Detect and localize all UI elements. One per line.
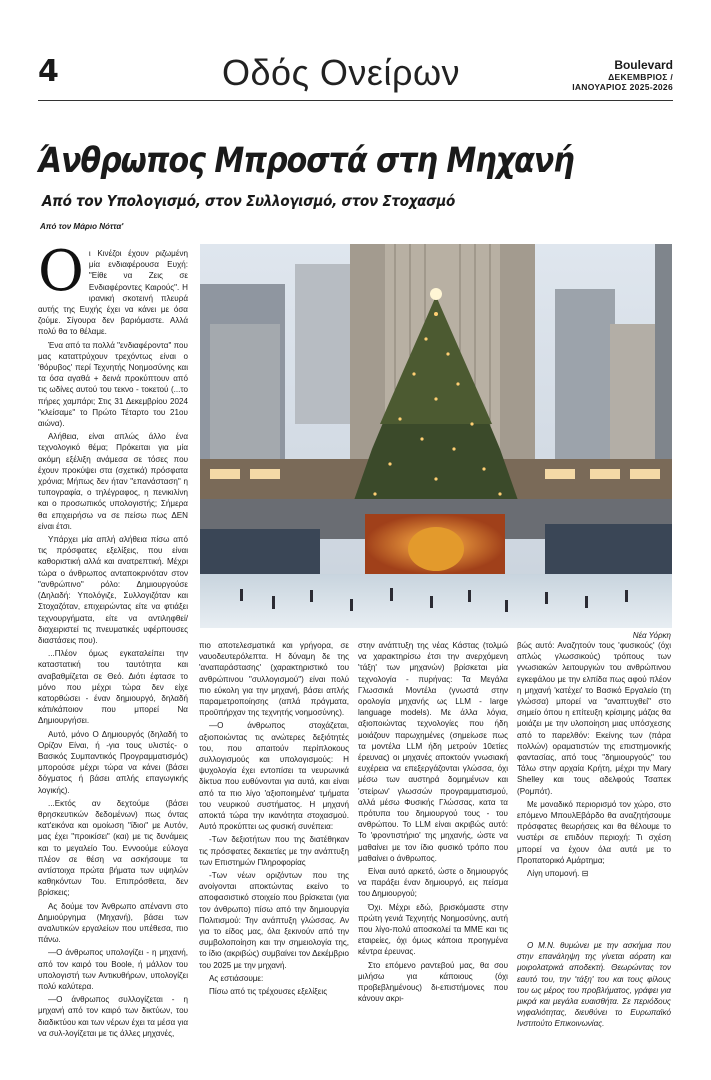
closing-line: Λίγη υπομονή.: [527, 869, 580, 879]
paragraph: ...Εκτός αν δεχτούμε (βάσει θρησκευτικών δεδομένων) πως όντας κατ'εικόνα και ομοίωση "ίδιοι" με Αυτόν, μας έχει "προικίσει" (και) με τις δυνάμεις και το μεγαλείο Του. Εννοούμε εύλογα πλέον σε θέση να ασκήσουμε τα αντίστοιχα πρώτα βήματα των υψηλών καθηκόντων Του. Επιπρόσθετα, δεν βρίσκεις;: [38, 798, 188, 898]
paragraph: Υπάρχει μία απλή αλήθεια πίσω από τις πρόσφατες εξελίξεις, που είναι καθοριστική αλλά και ανατρεπτική. Μέχρι τώρα ο άνθρωπος ανταποκρινόταν στον "ανθρώπινο" ρόλο: Δημιουργούσε (Δηλαδή: Υπολόγιζε, Συλλογιζόταν και Στοχαζόταν, επιχειρώντας είτε να φτιάξει τεχνουργήματα, είτε να αντιληφθεί/διαχειριστεί τις πνευματικές υφέρπουσες διαστάσεις που).: [38, 535, 188, 645]
article-headline: Άνθρωπος Μπροστά στη Μηχανή: [38, 141, 574, 181]
masthead: [572, 58, 673, 92]
page-number: 4: [38, 54, 58, 89]
paragraph: Ένα από τα πολλά "ενδιαφέροντα" που μας καταττρύχουν τρεχόντως είναι ο 'θόρυβος' περί Τεχνητής Νοημοσύνης και τα όσα αγαθά + δεινά προκύπτουν από τις ωδίνες αυτού του τεκνο - τοκετού (...το πήρες χαμπάρι; Στις 31 Δεκεμβρίου 2024 "κλείσαμε" το Πρώτο Τέταρτο του 21ου αιώνα).: [38, 340, 188, 429]
paragraph: Αυτό, μόνο Ο Δημιουργός (δηλαδή το Ορίζον Είναι, ή -για τους υλιστές- ο Βασικός Συμπαντικός Προγραμματισμός) μπορούσε μέχρι τώρα να κάνει (βάσει δόγματος ή βάσει απλής επαγωγικής λογικής).: [38, 729, 188, 795]
paragraph: Ας εστιάσουμε:: [209, 973, 264, 983]
paragraph: ...Πλέον όμως εγκαταλείπει την καταστατική του ταυτότητα και αναβαθμίζεται σε Θεό. Διότι έφτασε το μόνο που μέχρι τώρα δεν είχε κατορθώσει - έναν δημιουργό, δηλαδή κάτι/κάποιον που μπορεί Να Δημιουργήσει.: [38, 649, 188, 726]
paragraph: στην ανάπτυξη της νέας Κάστας (τολμώ να χαρακτηρίσω έτσι την ανερχόμενη 'τάξη' των μηχανών) βρίσκεται μία τεχνολογία - πυρήνας: Τα Μεγάλα Γλωσσικά Μοντέλα (γνωστά στην ορολογία μηχανής ως LLM - large language models). Με άλλα λόγια, αξιοποιώντας τεχνολογίες που ήδη μοιάζουν παρωχημένες (σημείωσε πως τα μοντέλα LLM ήδη μετρούν 10ετίες έρευνας) οι μηχανές αποκτούν γνωσιακή ευχέρεια να επεξεργάζονται γλώσσα, όχι μέσω των αυστηρά δομημένων και 'στείρων' γλωσσών προγραμματισμού, αλλά μέσω Φυσικής Γλώσσας, κατα τα πρότυπα του δημιουργού τους - του ανθρώπου. Το LLM είναι ακριβώς αυτό: Το 'φροντιστήριο' της μηχανής, ώστε να μαθαίνει με τον ίδιο φυσικό τρόπο που μαθαίνει ο άνθρωπος.: [358, 641, 508, 863]
paragraph: Αλήθεια, είναι απλώς άλλο ένα τεχνολογικό θέμα; Πρόκειται για μία ακόμη εξέλιξη ανάμεσα σε τόσες που έχουν προκύψει στα (σχετικά) πρόσφατα χρόνια; Μήπως δεν ήταν "επανάσταση" η τυπογραφία, ο τηλέγραφος, η πενικιλίνη και ο προσωπικός υπολογιστής; Σήμερα θα επιχειρήσω να σε πείσω πως ΔΕΝ είναι έτσι.: [38, 432, 188, 531]
paragraph: -Των νέων οριζόντων που της ανοίγονται αποκτώντας εκείνο το αποφασιστικό στοιχείο που βρίσκεται (για τον άνθρωπο) πίσω από την δημιουργία Πολιτισμού: Την ανάπτυξη γλώσσας. Αν για το είδος μας, όλα ξεκινούν από την συμβολοποίηση και την σημειολογία της, το ίδιο (ακριβώς) συμβαίνει τον Δεκέμβριο του 2025 με την μηχανή.: [199, 871, 349, 970]
article-subheadline: Από τον Υπολογισμό, στον Συλλογισμό, στον Στοχασμό: [42, 192, 456, 210]
publication-name: Boulevard: [614, 58, 673, 72]
header-rule: [38, 100, 673, 101]
photo-caption: Νέα Υόρκη: [632, 631, 671, 640]
paragraph: —Ο άνθρωπος στοχάζεται, αξιοποιώντας τις ανώτερες δεξιότητές του, που απαιτούν περίπλοκους συλλογισμούς και υπολογισμούς: Η ψυχολογία έχει εντοπίσει τα νευρωνικά δίκτυα που ευθύνονται για αυτά, και είναι από τα πιο λίγο 'αξιοποιημένα' τμήματα του νευρικού συστήματος. Η μηχανή αποκτά τώρα την ικανότητα στοχασμού. Αυτό προκύπτει ως φυσική συνέπεια:: [199, 721, 349, 832]
paragraph: —Ο άνθρωπος υπολογίζει - η μηχανή, από τον καιρό του Boole, ή μάλλον του υπολογιστή των Αντικυθήρων, υπολογίζει πολύ καλύτερα.: [38, 948, 188, 991]
paragraph: Στο επόμενο ραντεβού μας, θα σου μιλήσω για κάποιους (όχι προβεβλημένους) δι-επιστήμονες που κάνουν ακρι-: [358, 960, 508, 1004]
author-bio: Ο Μ.Ν. θυμώνει με την ασκήμια που στην επανάληψη της γίνεται αόρατη και μοιρολατρικά αποδεκτή. Θεωρώντας τον εαυτό του, την 'τάξη' του και τους φίλους του ως μέρος του προβλήματος, γράφει για μικρά και μεγάλα ευαισθήτα. Σε περιόδους νηφαλιότητας, διευθύνει το Ευρωπαϊκό Ινστιτούτο Επικοινωνίας.: [517, 941, 671, 1029]
paragraph: Με μοναδικό περιορισμό τον χώρο, στο επόμενο ΜπουλΕβάρδο θα αναζητήσουμε πρόσφατες θεωρήσεις και θα θέλουμε το νυστέρι σε επιδόυν περιοχή: Τι σχέση μπορεί να έχουν όλα αυτά με το Προπατορικό Αμάρτημα;: [517, 799, 671, 865]
section-title: Οδός Ονείρων: [222, 52, 461, 93]
rockefeller-tree-illustration: [200, 244, 672, 628]
article-column-1: [38, 239, 188, 1041]
article-photo: [200, 244, 672, 628]
paragraph: Όχι. Μέχρι εδώ, βρισκόμαστε στην πρώτη γενιά Τεχνητής Νοημοσύνης, αυτή που λίγο-πολύ αποσκολεί τα ΜΜΕ και τις εταιρείες, όχι όμως κάποια προηγμένα κέντρα έρευνας.: [358, 902, 508, 957]
article-column-4: [517, 640, 671, 881]
paragraph: βώς αυτό: Αναζητούν τους 'φυσικούς' (όχι απλώς γλωσσικούς) τρόπους των γνωσιακών λειτουργιών του ανθρώπινου εγκεφάλου με την ελπίδα πως αφού πλέον η μηχανή 'κατέχει' το Βασικό Εργαλείο (τη γλώσσα) μπορεί να "αναπτυχθεί" στο σημείο όπου η επίτευξη κρίσιμης μάζας θα μοιάζει με την υλοποίηση μιας υπόσχεσης από το παρελθόν: Εκείνης των (πάρα πολλών) οραματιστών της επιστημονικής φαντασίας, από τους "δημιουργούς" του Τάλω στην αρχαία Κρήτη, μέχρι την Mary Shelley και τους αδελφούς Τσαπεκ (Ρομπότ).: [517, 641, 671, 796]
paragraph: —Ο άνθρωπος συλλογίζεται - η μηχανή από τον καιρό των δικτύων, του διαδικτύου και των νέρων έχει τα μέσα για να συλ-λογίζεται με τις άλλες μηχανές,: [38, 995, 188, 1038]
end-mark-icon: ⊟: [581, 869, 589, 879]
drop-cap: Ο: [38, 239, 84, 304]
paragraph-closing: [517, 868, 671, 879]
author-note: [517, 940, 671, 1030]
paragraph: Ας δούμε τον Άνθρωπο απέναντι στο Δημιούργημα (Μηχανή), βάσει των αναλυτικών εργαλείων που υπέθεσα, πιο πάνω.: [38, 901, 188, 945]
paragraph: Πίσω από τις τρέχουσες εξελίξεις: [209, 987, 328, 997]
byline: Από τον Μάριο Νόττα': [40, 222, 124, 231]
paragraph: ι Κινέζοι έχουν ριζωμένη μία ενδιαφέρουσα Ευχή: "Είθε να Ζεις σε Ενδιαφέροντες Καιρούς". Η ιρανική σκοτεινή πλευρά αυτής της Ευχής έχει να κάνει με όσα ζούμε. Σίγουρα δεν βαριόμαστε. Αλλά πολύ θα το θέλαμε.: [38, 249, 188, 337]
article-column-3: [358, 640, 508, 1007]
article-column-2: [199, 640, 349, 999]
issue-date-line1: ΔΕΚΕΜΒΡΙΟΣ /: [608, 72, 673, 82]
paragraph: πιο αποτελεσματικά και γρήγορα, σε ναυοδευτερόλεπτα. Η δύναμη δε της 'αναπαράστασης' (χαρακτηριστικό του ανθρώπινου "συλλογισμού") είναι πολύ πιο εύκολη για την μηχανή, βάσει απλής παραμετροποίησης (απλά πράγματα, προϋπήρχαν της τεχνητής νοημοσύνης).: [199, 641, 349, 718]
paragraph: Είναι αυτό αρκετό, ώστε ο δημιουργός να παράξει έναν δημιουργό, εις πείσμα του Δημιουργού;: [358, 867, 508, 899]
issue-date-line2: ΙΑΝΟΥΑΡΙΟΣ 2025-2026: [572, 82, 673, 92]
paragraph: -Των δεξιοτήτων που της διατέθηκαν τις πρόσφατες δεκαετίες με την ανάπτυξη των Επιστημών Πληροφορίας: [199, 835, 349, 867]
